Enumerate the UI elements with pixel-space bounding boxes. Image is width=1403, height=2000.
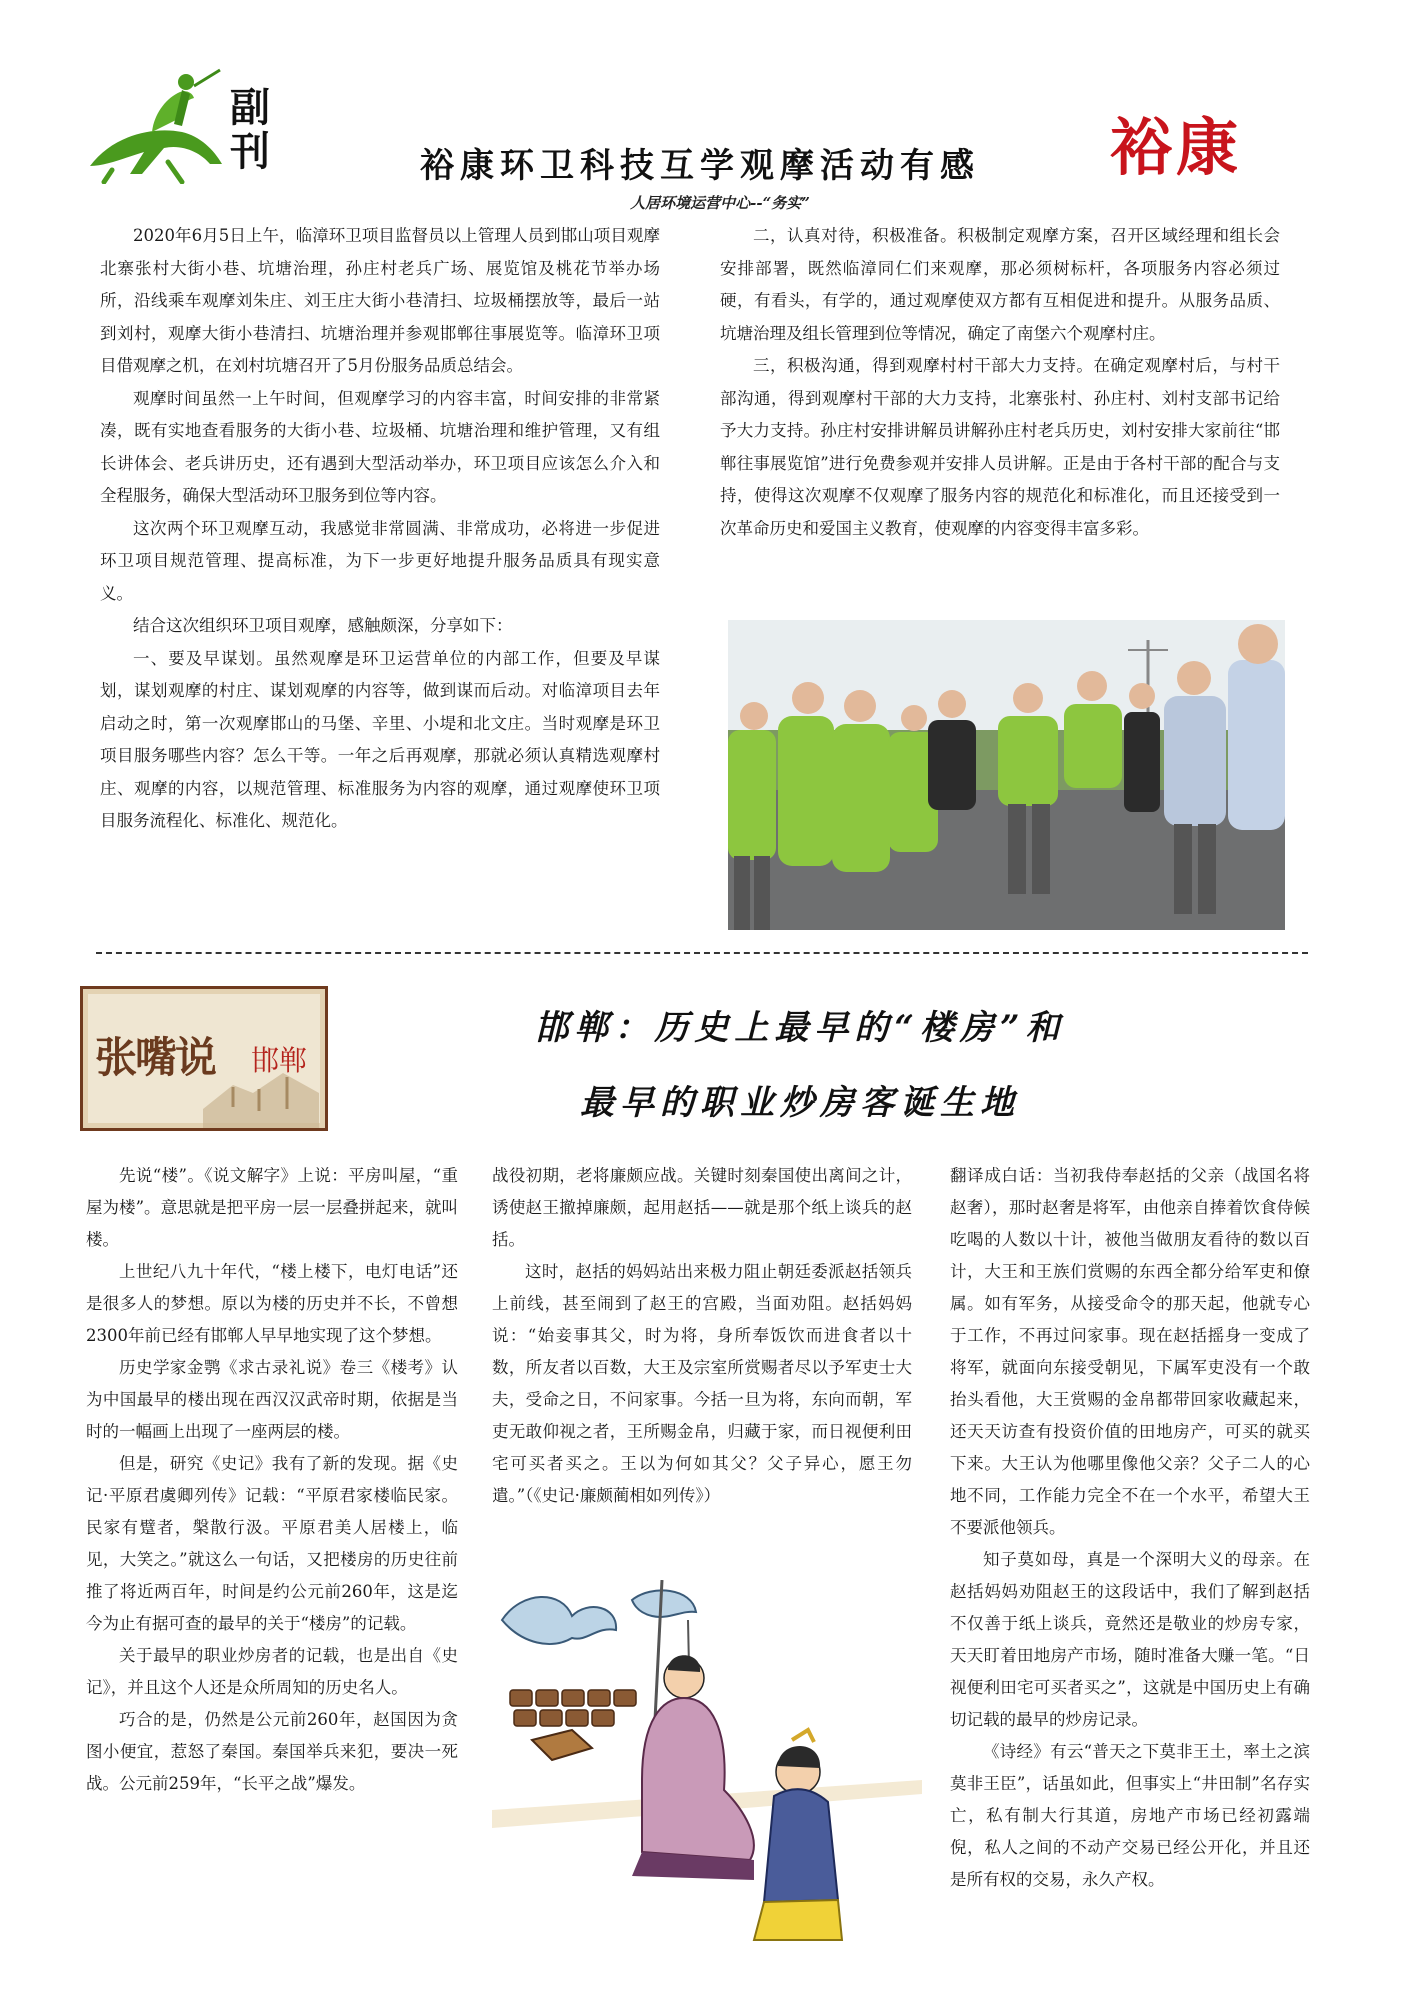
article-1-byline: 人居环境运营中心--“务实” bbox=[630, 194, 810, 212]
article-1-right-column bbox=[720, 220, 1280, 545]
article-1-title: 裕康环卫科技互学观摩活动有感 bbox=[420, 146, 980, 186]
article-1-left-column bbox=[100, 220, 660, 838]
paragraph: 历史学家金鹗《求古录礼说》卷三《楼考》认为中国最早的楼出现在西汉汉武帝时期，依据是当时的一幅画上出现了一座两层的楼。 bbox=[86, 1358, 458, 1441]
article-2-column-3 bbox=[950, 1160, 1310, 1896]
paragraph: 观摩时间虽然一上午时间，但观摩学习的内容丰富，时间安排的非常紧凑，既有实地查看服务的大街小巷、垃圾桶、坑塘治理和维护管理，又有组长讲体会、老兵讲历史，还有遇到大型活动举办，环卫项目应该怎么介入和全程服务，确保大型活动环卫服务到位等内容。 bbox=[100, 388, 660, 505]
paragraph: 战役初期，老将廉颇应战。关键时刻秦国使出离间之计，诱使赵王撤掉廉颇，起用赵括——就是那个纸上谈兵的赵括。 bbox=[492, 1166, 912, 1249]
paragraph: 《诗经》有云“普天之下莫非王土，率土之滨莫非王臣”，话虽如此，但事实上“井田制”名存实亡，私有制大行其道，房地产市场已经初露端倪，私人之间的不动产交易已经公开化，并且还是所有权的交易，永久产权。 bbox=[950, 1742, 1310, 1889]
paragraph: 上世纪八九十年代，“楼上楼下，电灯电话”还是很多人的梦想。原以为楼的历史并不长，不曾想2300年前已经有邯郸人早早地实现了这个梦想。 bbox=[86, 1262, 458, 1345]
badge-title: 张嘴说 bbox=[95, 1033, 216, 1082]
paragraph: 2020年6月5日上午，临漳环卫项目监督员以上管理人员到邯山项目观摩北寨张村大街小巷、坑塘治理，孙庄村老兵广场、展览馆及桃花节举办场所，沿线乘车观摩刘朱庄、刘王庄大街小巷清扫、垃圾桶摆放等，最后一站到刘村，观摩大街小巷清扫、坑塘治理并参观邯郸往事展览等。临漳环卫项目借观摩之机，在刘村坑塘召开了5月份服务品质总结会。 bbox=[100, 226, 660, 375]
paragraph: 这时，赵括的妈妈站出来极力阻止朝廷委派赵括领兵上前线，甚至闹到了赵王的宫殿，当面劝阻。赵括妈妈说：“始妾事其父，时为将，身所奉饭饮而进食者以十数，所友者以百数，大王及宗室所赏赐者尽以予军吏士大夫，受命之日，不问家事。今括一旦为将，东向而朝，军吏无敢仰视之者，王所赐金帛，归藏于家，而日视便利田宅可买者买之。王以为何如其父？父子异心，愿王勿遣。”（《史记·廉颇蔺相如列传》） bbox=[492, 1262, 912, 1505]
paragraph: 知子莫如母，真是一个深明大义的母亲。在赵括妈妈劝阻赵王的这段话中，我们了解到赵括不仅善于纸上谈兵，竟然还是敬业的炒房专家，天天盯着田地房产市场，随时准备大赚一笔。“日视便利田宅可买者买之”，这就是中国历史上有确切记载的最早的炒房记录。 bbox=[950, 1550, 1310, 1729]
section-divider bbox=[96, 952, 1308, 954]
paragraph: 翻译成白话：当初我侍奉赵括的父亲（战国名将赵奢），那时赵奢是将军，由他亲自捧着饮食侍候吃喝的人数以十计，被他当做朋友看待的数以百计，大王和王族们赏赐的东西全都分给军吏和僚属。如有军务，从接受命令的那天起，他就专心于工作，不再过问家事。现在赵括摇身一变成了将军，就面向东接受朝见，下属军吏没有一个敢抬头看他，大王赏赐的金帛都带回家收藏起来，还天天访查有投资价值的田地房产，可买的就买下来。大王认为他哪里像他父亲？父子二人的心地不同，工作能力完全不在一个水平，希望大王不要派他领兵。 bbox=[950, 1166, 1310, 1537]
paragraph: 巧合的是，仍然是公元前260年，赵国因为贪图小便宜，惹怒了秦国。秦国举兵来犯，要决一死战。公元前259年，“长平之战”爆发。 bbox=[86, 1710, 458, 1793]
paragraph: 这次两个环卫观摩互动，我感觉非常圆满、非常成功，必将进一步促进环卫项目规范管理、提高标准，为下一步更好地提升服务品质具有现实意义。 bbox=[100, 518, 660, 603]
article-2-title-line-2: 最早的职业炒房客诞生地 bbox=[580, 1083, 1020, 1123]
zhao-kuo-mother-illustration bbox=[492, 1580, 922, 1950]
paragraph: 结合这次组织环卫项目观摩，感触颇深，分享如下： bbox=[133, 616, 513, 635]
group-observation-photo bbox=[728, 620, 1285, 930]
column-badge bbox=[80, 986, 328, 1131]
article-2-title-line-1: 邯郸：历史上最早的“楼房”和 bbox=[534, 1008, 1066, 1048]
paragraph: 二，认真对待，积极准备。积极制定观摩方案，召开区域经理和组长会安排部署，既然临漳同仁们来观摩，那必须树标杆，各项服务内容必须过硬，有看头，有学的，通过观摩使双方都有互相促进和提升。从服务品质、坑塘治理及组长管理到位等情况，确定了南堡六个观摩村庄。 bbox=[720, 226, 1280, 343]
article-2-column-1 bbox=[86, 1160, 458, 1800]
paragraph: 一、要及早谋划。虽然观摩是环卫运营单位的内部工作，但要及早谋划，谋划观摩的村庄、谋划观摩的内容等，做到谋而后动。对临漳项目去年启动之时，第一次观摩邯山的马堡、辛里、小堤和北文庄。当时观摩是环卫项目服务哪些内容？怎么干等。一年之后再观摩，那就必须认真精选观摩村庄、观摩的内容，以规范管理、标准服务为内容的观摩，通过观摩使环卫项目服务流程化、标准化、规范化。 bbox=[100, 648, 660, 830]
paragraph: 关于最早的职业炒房者的记载，也是出自《史记》，并且这个人还是众所周知的历史名人。 bbox=[86, 1646, 458, 1697]
supplement-label: 副刊 bbox=[230, 85, 270, 175]
brand-logo: 裕康 bbox=[1110, 111, 1243, 184]
paragraph: 三，积极沟通，得到观摩村村干部大力支持。在确定观摩村后，与村干部沟通，得到观摩村干部的大力支持，北寨张村、孙庄村、刘村支部书记给予大力支持。孙庄村安排讲解员讲解孙庄村老兵历史，刘村安排大家前往“邯郸往事展览馆”进行免费参观并安排人员讲解。正是由于各村干部的配合与支持，使得这次观摩不仅观摩了服务内容的规范化和标准化，而且还接受到一次革命历史和爱国主义教育，使观摩的内容变得丰富多彩。 bbox=[720, 356, 1280, 538]
paragraph: 但是，研究《史记》我有了新的发现。据《史记·平原君虞卿列传》记载：“平原君家楼临民家。民家有躄者，槃散行汲。平原君美人居楼上，临见，大笑之。”就这么一句话，又把楼房的历史往前推了将近两百年，时间是约公元前260年，这是迄今为止有据可查的最早的关于“楼房”的记载。 bbox=[86, 1454, 458, 1633]
paragraph: 先说“楼”。《说文解字》上说：平房叫屋，“重屋为楼”。意思就是把平房一层一层叠拼起来，就叫楼。 bbox=[86, 1166, 458, 1249]
badge-subtitle: 邯郸 bbox=[251, 1044, 308, 1077]
article-2-column-2 bbox=[492, 1160, 912, 1512]
